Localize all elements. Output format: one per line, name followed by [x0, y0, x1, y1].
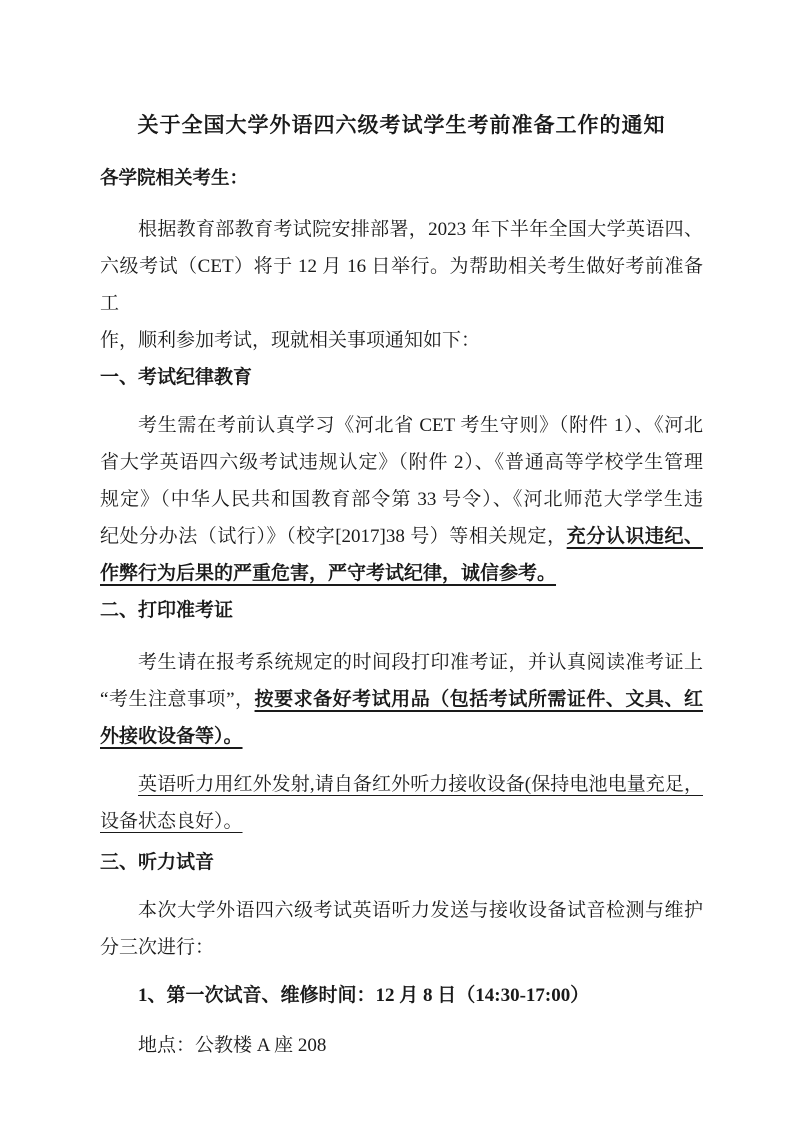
section-2-line-3 — [100, 718, 703, 755]
section-2-line-2 — [100, 681, 703, 718]
intro-line-1: 根据教育部教育考试院安排部署，2023 年下半年全国大学英语四、 — [138, 219, 703, 240]
test-session-1-location: 地点：公教楼 A 座 208 — [138, 1035, 327, 1056]
section-1-paragraph — [100, 407, 703, 592]
section-2-heading: 二、打印准考证 — [100, 600, 234, 621]
section-2-line-3-emphasis: 外接收设备等）。 — [100, 726, 243, 747]
section-1-line-5 — [100, 555, 703, 592]
listening-note-line-1-underlined: 英语听力用红外发射,请自备红外听力接收设备(保持电池电量充足， — [138, 774, 703, 795]
section-1-line-2: 省大学英语四六级考试违规认定》（附件 2）、《普通高等学校学生管理 — [100, 452, 703, 473]
section-3-paragraph — [100, 892, 703, 966]
section-1-heading: 一、考试纪律教育 — [100, 367, 253, 388]
intro-paragraph — [100, 211, 703, 359]
listening-note-paragraph — [100, 766, 703, 840]
section-2-paragraph — [100, 644, 703, 755]
section-1-line-4-normal: 纪处分办法（试行）》（校字[2017]38 号）等相关规定， — [100, 526, 567, 547]
page-title: 关于全国大学外语四六级考试学生考前准备工作的通知 — [137, 114, 666, 137]
test-session-1-item: 1、第一次试音、维修时间：12 月 8 日（14:30-17:00） — [138, 985, 590, 1006]
listening-note-line-2-underlined: 设备状态良好）。 — [100, 811, 243, 832]
intro-line-3: 作，顺利参加考试，现就相关事项通知如下： — [100, 330, 481, 351]
section-2-line-2-normal: “考生注意事项”， — [100, 689, 255, 710]
section-3-heading: 三、听力试音 — [100, 852, 215, 873]
section-3-line-2: 分三次进行： — [100, 937, 215, 958]
section-3-line-1: 本次大学外语四六级考试英语听力发送与接收设备试音检测与维护 — [138, 900, 703, 921]
intro-line-2: 六级考试（CET）将于 12 月 16 日举行。为帮助相关考生做好考前准备工 — [100, 256, 703, 314]
salutation: 各学院相关考生： — [100, 167, 249, 188]
section-1-line-4-emphasis: 充分认识违纪、 — [566, 526, 703, 547]
section-2-line-1: 考生请在报考系统规定的时间段打印准考证，并认真阅读准考证上 — [138, 652, 703, 673]
listening-note-line-1 — [100, 766, 703, 803]
section-1-line-1: 考生需在考前认真学习《河北省 CET 考生守则》（附件 1）、《河北 — [138, 415, 703, 436]
listening-note-line-2 — [100, 803, 703, 840]
section-1-line-3: 规定》（中华人民共和国教育部令第 33 号令）、《河北师范大学学生违 — [100, 489, 703, 510]
section-1-line-5-emphasis: 作弊行为后果的严重危害，严守考试纪律，诚信参考。 — [100, 563, 557, 584]
section-2-line-2-emphasis: 按要求备好考试用品（包括考试所需证件、文具、红 — [254, 689, 703, 710]
section-1-line-4 — [100, 518, 703, 555]
